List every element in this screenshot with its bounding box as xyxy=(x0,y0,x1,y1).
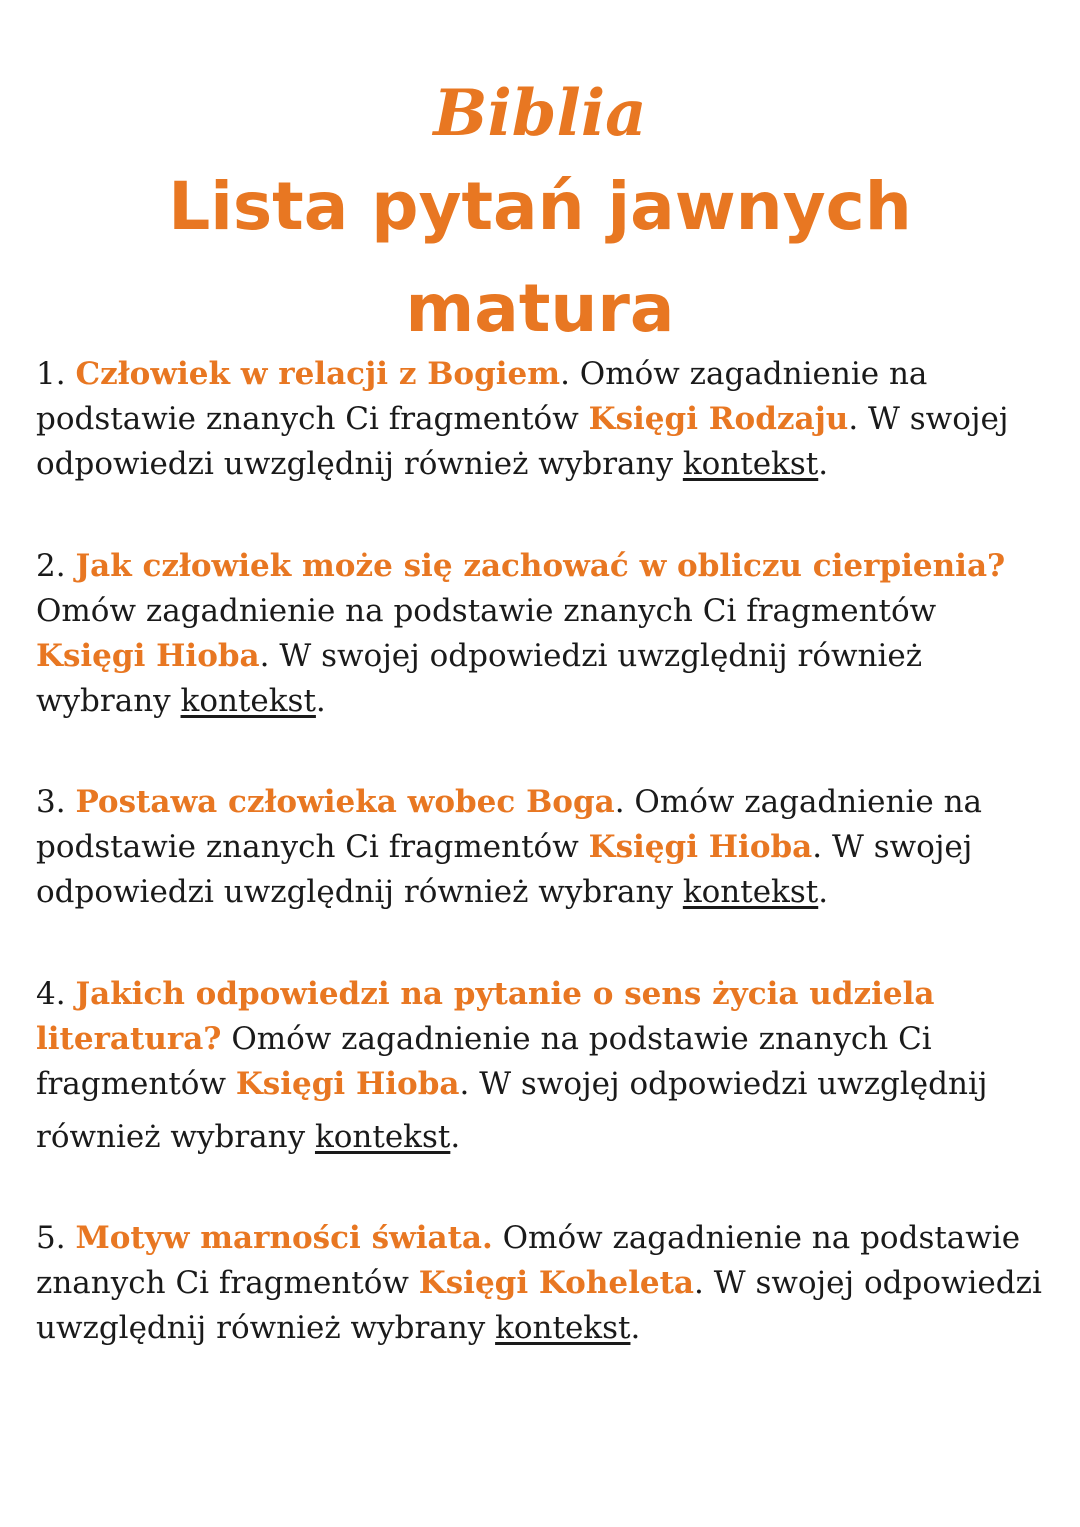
question-end: . xyxy=(315,683,326,719)
question-2 xyxy=(36,544,1046,724)
question-text: Omów zagadnienie na podstawie znanych Ci fragmentów xyxy=(36,1021,932,1102)
question-text: Omów zagadnienie na podstawie znanych Ci fragmentów xyxy=(36,1220,1021,1301)
question-1 xyxy=(36,352,1046,487)
question-text: Omów zagadnienie na podstawie znanych Ci fragmentów xyxy=(36,593,937,629)
question-book: Księgi Hioba xyxy=(588,829,813,865)
question-end: . xyxy=(818,874,829,910)
question-text: . W swojej odpowiedzi uwzględnij również wybrany xyxy=(36,1265,1042,1346)
question-context: kontekst xyxy=(682,874,819,910)
question-end: . xyxy=(630,1310,641,1346)
question-5 xyxy=(36,1216,1046,1351)
question-topic: Jakich odpowiedzi na pytanie o sens życia udziela literatura? xyxy=(36,976,935,1057)
question-text: . Omów zagadnienie na podstawie znanych Ci fragmentów xyxy=(36,356,928,437)
question-text: . W swojej odpowiedzi uwzględnij również wybrany xyxy=(36,401,1009,482)
question-context: kontekst xyxy=(180,683,316,719)
question-topic: Jak człowiek może się zachować w obliczu cierpienia? xyxy=(75,548,1006,584)
question-text: również wybrany xyxy=(36,1119,315,1155)
question-number: 3. xyxy=(36,784,66,820)
question-context: kontekst xyxy=(314,1119,451,1155)
question-book: Księgi Rodzaju xyxy=(588,401,849,437)
question-tail xyxy=(36,1115,460,1160)
question-context: kontekst xyxy=(495,1310,631,1346)
question-context: kontekst xyxy=(682,446,819,482)
question-book: Księgi Hioba xyxy=(235,1066,460,1102)
question-topic: Człowiek w relacji z Bogiem xyxy=(75,356,561,392)
question-text: . W swojej odpowiedzi uwzględnij również wybrany xyxy=(36,638,923,719)
question-topic: Postawa człowieka wobec Boga xyxy=(75,784,615,820)
title-matura: matura xyxy=(405,270,675,347)
question-text: . Omów zagadnienie na podstawie znanych Ci fragmentów xyxy=(36,784,983,865)
question-text: . W swojej odpowiedzi uwzględnij również wybrany xyxy=(36,829,973,910)
question-end: . xyxy=(450,1119,461,1155)
question-book: Księgi Hioba xyxy=(36,638,260,674)
question-number: 5. xyxy=(36,1220,66,1256)
title-subtitle: Lista pytań jawnych xyxy=(168,168,912,245)
question-topic: Motyw marności świata. xyxy=(75,1220,493,1256)
question-end: . xyxy=(818,446,829,482)
title-biblia: Biblia xyxy=(433,76,647,151)
question-number: 1. xyxy=(36,356,66,392)
question-book: Księgi Koheleta xyxy=(418,1265,695,1301)
question-number: 4. xyxy=(36,976,66,1012)
question-4 xyxy=(36,972,1046,1160)
question-text: . W swojej odpowiedzi uwzględnij xyxy=(459,1066,988,1102)
question-number: 2. xyxy=(36,548,66,584)
title-block xyxy=(0,72,1080,360)
question-3 xyxy=(36,780,1046,915)
